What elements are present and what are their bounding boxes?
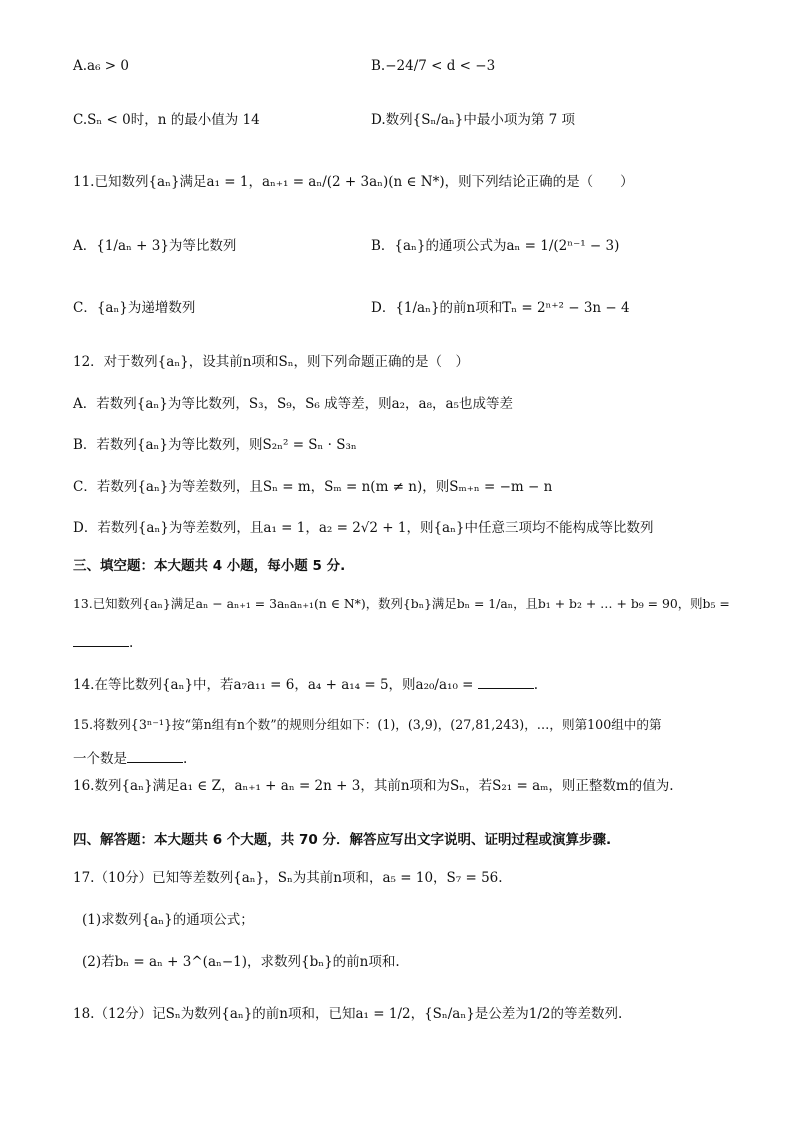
q12-stem: 12．对于数列{aₙ}，设其前n项和Sₙ，则下列命题正确的是（ ） — [73, 354, 470, 370]
q15-line2-text: 一个数是 — [73, 751, 127, 767]
q12-option-d: D．若数列{aₙ}为等差数列，且a₁ = 1，a₂ = 2√2 + 1，则{aₙ}中任意三项均不能构成等比数列 — [73, 520, 654, 536]
q13-blank[interactable] — [73, 632, 129, 647]
q10-option-d: D.数列{Sₙ/aₙ}中最小项为第 7 项 — [371, 112, 576, 128]
q13-tail: . — [129, 635, 134, 651]
q18-stem: 18.（12分）记Sₙ为数列{aₙ}的前n项和，已知a₁ = 1/2，{Sₙ/aₙ}是公差为1/2的等差数列. — [73, 1006, 623, 1022]
q15-line1: 15.将数列{3ⁿ⁻¹}按“第n组有n个数”的规则分组如下：(1)，(3,9)，(27,81,243)，…，则第100组中的第 — [73, 717, 662, 732]
q17-stem: 17.（10分）已知等差数列{aₙ}，Sₙ为其前n项和，a₅ = 10，S₇ = 56. — [73, 870, 503, 886]
q12-option-b: B．若数列{aₙ}为等比数列，则S₂ₙ² = Sₙ · S₃ₙ — [73, 437, 357, 453]
q14-text — [73, 674, 538, 695]
q14-tail: . — [533, 677, 539, 693]
q17-part1: (1)求数列{aₙ}的通项公式； — [82, 912, 254, 928]
q11-option-b: B．{aₙ}的通项公式为aₙ = 1/(2ⁿ⁻¹ − 3) — [371, 238, 620, 254]
q11-option-c: C．{aₙ}为递增数列 — [73, 300, 196, 316]
q16-text: 16.数列{aₙ}满足a₁ ∈ Z，aₙ₊₁ + aₙ = 2n + 3，其前n项和为Sₙ，若S₂₁ = aₘ，则正整数m的值为. — [73, 778, 674, 794]
q13-text: 13.已知数列{aₙ}满足aₙ − aₙ₊₁ = 3aₙaₙ₊₁(n ∈ N*)，数列{bₙ}满足bₙ = 1/aₙ，且b₁ + b₂ + … + b₉ = 90，则b₅ = — [73, 596, 730, 611]
q15-line2 — [73, 748, 187, 769]
q10-option-c: C.Sₙ < 0时，n 的最小值为 14 — [73, 112, 260, 128]
q11-option-d: D．{1/aₙ}的前n项和Tₙ = 2ⁿ⁺² − 3n − 4 — [371, 300, 630, 316]
section-fill-in-heading: 三、填空题：本大题共 4 小题，每小题 5 分. — [73, 558, 346, 574]
q13-answer-line — [73, 632, 133, 653]
q10-option-a: A.a₆ > 0 — [73, 58, 129, 74]
q10-option-b: B.−24/7 < d < −3 — [371, 58, 496, 74]
q11-stem: 11.已知数列{aₙ}满足a₁ = 1，aₙ₊₁ = aₙ/(2 + 3aₙ)(n ∈ N*)，则下列结论正确的是（ ） — [73, 174, 634, 190]
q15-tail: . — [183, 751, 188, 767]
q15-blank[interactable] — [127, 748, 183, 763]
section-answer-heading: 四、解答题：本大题共 6 个大题，共 70 分．解答应写出文字说明、证明过程或演算步骤. — [73, 832, 612, 848]
q12-option-a: A．若数列{aₙ}为等比数列，S₃，S₉，S₆ 成等差，则a₂，a₈，a₅也成等差 — [73, 396, 513, 412]
q14-stem: 14.在等比数列{aₙ}中，若a₇a₁₁ = 6，a₄ + a₁₄ = 5，则a₂₀/a₁₀ = — [73, 677, 474, 693]
q11-option-a: A．{1/aₙ + 3}为等比数列 — [73, 238, 237, 254]
q14-blank[interactable] — [478, 674, 534, 689]
q17-part2: (2)若bₙ = aₙ + 3^(aₙ−1)，求数列{bₙ}的前n项和. — [82, 954, 400, 970]
q12-option-c: C．若数列{aₙ}为等差数列，且Sₙ = m，Sₘ = n(m ≠ n)，则Sₘ₊ₙ = −m − n — [73, 479, 553, 495]
